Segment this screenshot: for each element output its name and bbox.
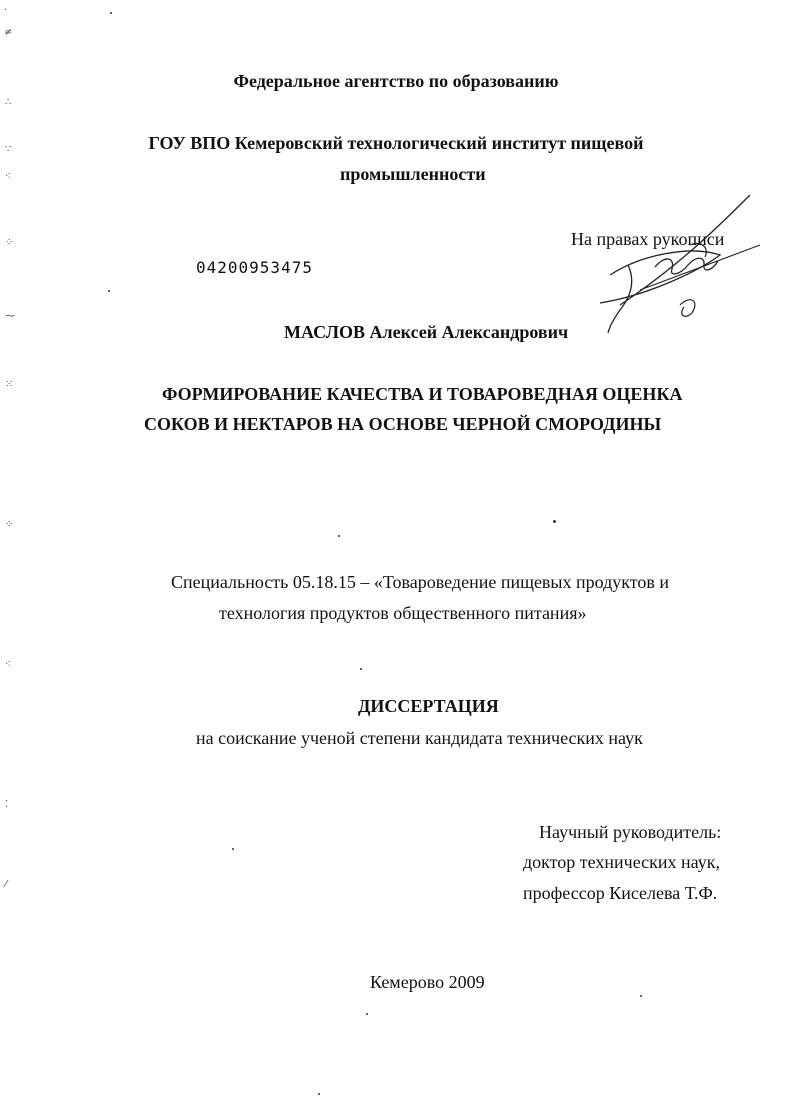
scan-artifact: ⁙	[5, 379, 14, 390]
document-number: 04200953475	[196, 258, 313, 277]
supervisor-label: Научный руководитель:	[539, 822, 722, 842]
scan-artifact: ∵	[5, 144, 12, 155]
scan-artifact: ∴	[5, 97, 12, 108]
dissertation-subtitle: на соискание ученой степени кандидата технических наук	[196, 728, 643, 748]
handwritten-signature-icon	[580, 185, 780, 345]
dissertation-heading: ДИССЕРТАЦИЯ	[358, 696, 499, 716]
scan-artifact: ⁖	[5, 171, 11, 182]
scan-speck	[553, 520, 556, 523]
specialty-line2: технология продуктов общественного питания»	[219, 603, 587, 623]
scan-artifact: ·	[4, 5, 8, 16]
scan-speck	[360, 668, 362, 670]
scan-artifact: ⁚	[5, 799, 9, 810]
city-year: Кемерово 2009	[370, 972, 485, 992]
scan-speck	[640, 995, 642, 997]
author-name: МАСЛОВ Алексей Александрович	[284, 322, 569, 342]
scan-speck	[338, 535, 340, 537]
supervisor-degree: доктор технических наук,	[523, 852, 720, 872]
scan-artifact: ⁓	[5, 311, 15, 322]
scan-speck	[232, 848, 234, 850]
scan-artifact: ≠	[4, 27, 13, 38]
dissertation-title-line2: СОКОВ И НЕКТАРОВ НА ОСНОВЕ ЧЕРНОЙ СМОРОДИНЫ	[144, 414, 662, 434]
dissertation-title-line1: ФОРМИРОВАНИЕ КАЧЕСТВА И ТОВАРОВЕДНАЯ ОЦЕНКА	[162, 384, 683, 404]
supervisor-name: профессор Киселева Т.Ф.	[523, 883, 718, 903]
scan-speck	[110, 12, 112, 14]
scan-speck	[366, 1013, 368, 1015]
institute-name-line1: ГОУ ВПО Кемеровский технологический институт пищевой	[148, 133, 644, 153]
scan-artifact: ⁘	[5, 519, 14, 530]
manuscript-note: На правах рукописи	[571, 229, 725, 249]
scan-artifact: ⁖	[5, 659, 11, 670]
institute-name-line2: промышленности	[340, 164, 486, 184]
specialty-line1: Специальность 05.18.15 – «Товароведение пищевых продуктов и	[171, 572, 670, 592]
scan-speck	[108, 290, 110, 292]
scan-speck	[318, 1093, 320, 1095]
agency-name: Федеральное агентство по образованию	[233, 71, 559, 91]
scan-artifact: ⁄	[5, 879, 7, 890]
scan-artifact: ⁘	[5, 237, 14, 248]
